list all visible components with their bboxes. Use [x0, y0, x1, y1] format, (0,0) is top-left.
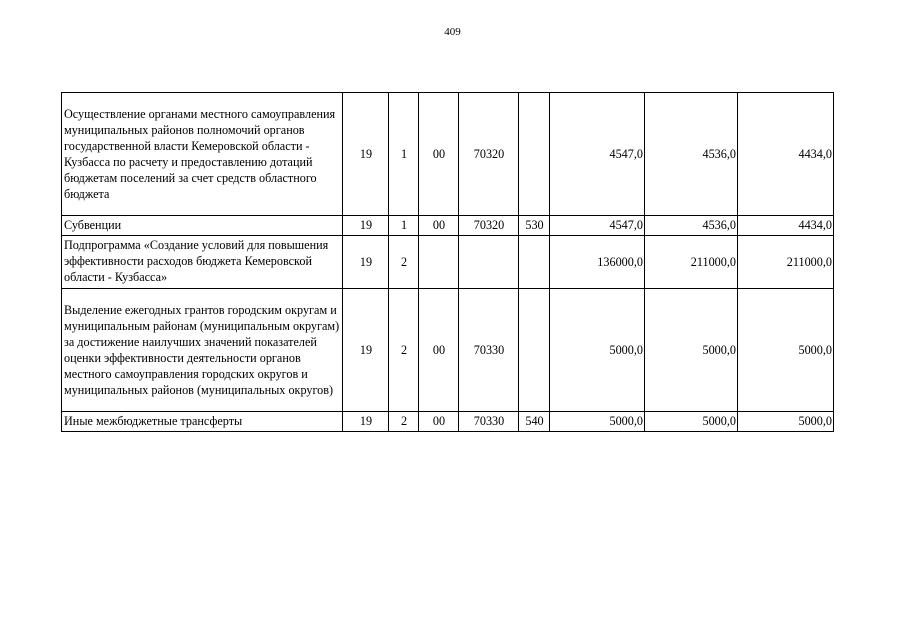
cell-code-5 — [519, 289, 550, 412]
cell-value-3: 5000,0 — [738, 412, 834, 432]
row-name: Подпрограмма «Создание условий для повышения эффективности расходов бюджета Кемеровской области - Кузбасса» — [62, 236, 343, 289]
row-name: Субвенции — [62, 216, 343, 236]
cell-code-1: 19 — [343, 412, 389, 432]
table-row — [62, 289, 834, 412]
cell-code-5: 540 — [519, 412, 550, 432]
cell-code-3: 00 — [419, 93, 459, 216]
table-row — [62, 236, 834, 289]
cell-code-5 — [519, 93, 550, 216]
cell-code-4: 70320 — [459, 93, 519, 216]
cell-code-2: 2 — [389, 289, 419, 412]
table-row — [62, 216, 834, 236]
cell-value-3: 211000,0 — [738, 236, 834, 289]
cell-code-2: 1 — [389, 93, 419, 216]
cell-code-4: 70330 — [459, 289, 519, 412]
cell-code-3: 00 — [419, 412, 459, 432]
row-name: Иные межбюджетные трансферты — [62, 412, 343, 432]
cell-code-2: 2 — [389, 236, 419, 289]
budget-table — [61, 92, 834, 432]
cell-value-1: 4547,0 — [550, 93, 645, 216]
cell-value-2: 4536,0 — [645, 93, 738, 216]
cell-value-3: 5000,0 — [738, 289, 834, 412]
cell-value-1: 4547,0 — [550, 216, 645, 236]
cell-value-2: 5000,0 — [645, 289, 738, 412]
cell-value-1: 136000,0 — [550, 236, 645, 289]
cell-value-1: 5000,0 — [550, 412, 645, 432]
row-name: Выделение ежегодных грантов городским округам и муниципальным районам (муниципальным округам) за достижение наилучших значений показателей оценки эффективности деятельности органов местного самоуправления городских округов и муниципальных районов (муниципальных округов) — [62, 289, 343, 412]
row-name: Осуществление органами местного самоуправления муниципальных районов полномочий органов государственной власти Кемеровской области - Кузбасса по расчету и предоставлению дотаций бюджетам поселений за счет средств областного бюджета — [62, 93, 343, 216]
cell-code-5 — [519, 236, 550, 289]
cell-code-3: 00 — [419, 289, 459, 412]
cell-value-2: 5000,0 — [645, 412, 738, 432]
table-row — [62, 412, 834, 432]
page-number: 409 — [444, 26, 461, 38]
cell-code-1: 19 — [343, 289, 389, 412]
cell-code-3: 00 — [419, 216, 459, 236]
cell-value-3: 4434,0 — [738, 93, 834, 216]
cell-code-3 — [419, 236, 459, 289]
cell-value-2: 211000,0 — [645, 236, 738, 289]
table-row — [62, 93, 834, 216]
cell-value-2: 4536,0 — [645, 216, 738, 236]
cell-code-4: 70330 — [459, 412, 519, 432]
cell-value-1: 5000,0 — [550, 289, 645, 412]
cell-code-5: 530 — [519, 216, 550, 236]
cell-code-2: 2 — [389, 412, 419, 432]
cell-code-1: 19 — [343, 93, 389, 216]
cell-code-4 — [459, 236, 519, 289]
cell-code-1: 19 — [343, 216, 389, 236]
cell-code-1: 19 — [343, 236, 389, 289]
cell-code-4: 70320 — [459, 216, 519, 236]
cell-code-2: 1 — [389, 216, 419, 236]
cell-value-3: 4434,0 — [738, 216, 834, 236]
